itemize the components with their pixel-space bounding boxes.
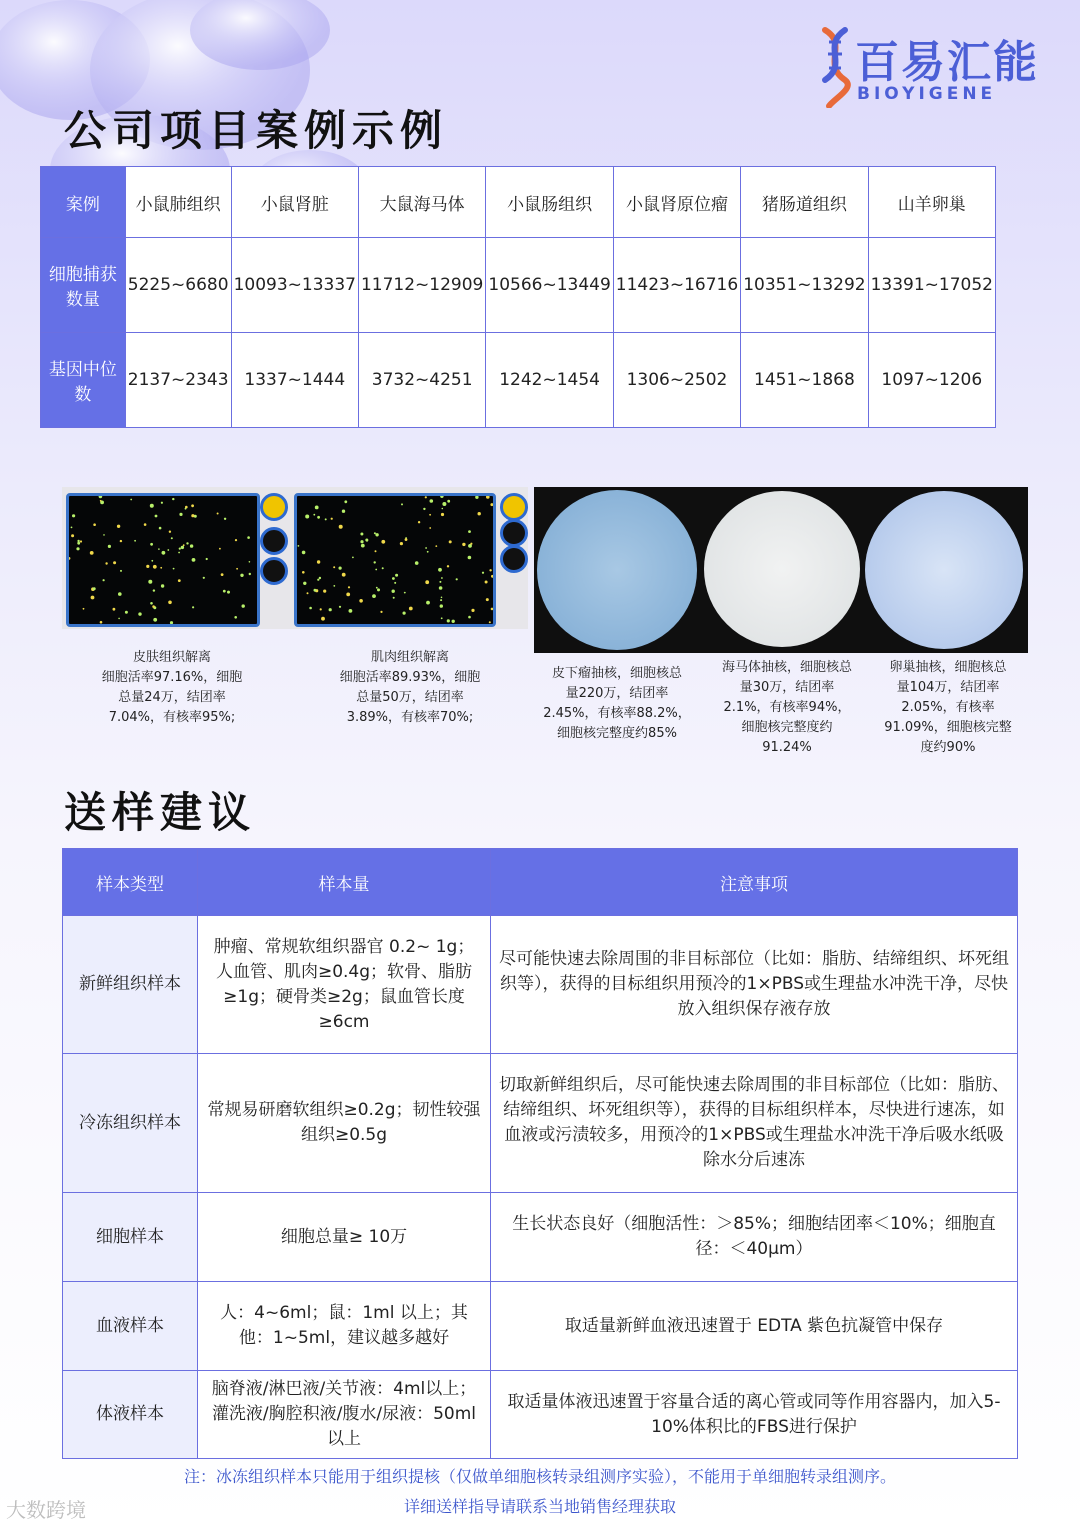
sample-notes: 尽可能快速去除周围的非目标部位（比如：脂肪、结缔组织、坏死组织等），获得的目标组织用预冷的1×PBS或生理盐水冲洗干净，尽快放入组织保存液存放 xyxy=(491,916,1018,1054)
counter-screen xyxy=(294,493,496,627)
table-row xyxy=(63,916,1018,1054)
table-cell: 13391~17052 xyxy=(868,238,995,333)
fluorescent-cell-dot xyxy=(221,573,224,576)
fluorescent-cell-dot xyxy=(117,525,120,528)
fluorescent-cell-dot xyxy=(162,551,166,555)
header-sample-type: 样本类型 xyxy=(63,849,198,916)
table-cell: 5225~6680 xyxy=(125,238,231,333)
fluorescent-cell-dot xyxy=(375,569,377,571)
fluorescent-cell-dot xyxy=(441,577,443,579)
fluorescent-cell-dot xyxy=(307,592,309,594)
fluorescent-cell-dot xyxy=(360,533,363,536)
fluorescent-cell-dot xyxy=(380,611,382,613)
fluorescent-cell-dot xyxy=(100,621,103,624)
fluorescent-cell-dot xyxy=(76,547,79,550)
sample-notes: 切取新鲜组织后，尽可能快速去除周围的非目标部位（比如：脂肪、结缔组织、坏死组织等），获得的目标组织样本，尽快进行速冻，如血液或污渍较多，用预冷的1×PBS或生理盐水冲洗干净后吸水纸吸除水分后速冻 xyxy=(491,1054,1018,1193)
case-table-row xyxy=(41,238,996,333)
footnote: 注：冰冻组织样本只能用于组织提核（仅做单细胞核转录组测序实验），不能用于单细胞转录组测序。 xyxy=(183,1467,896,1486)
caption-line: 总量50万，结团率 xyxy=(356,690,464,705)
fluorescent-cell-dot xyxy=(401,503,403,505)
fluorescent-cell-dot xyxy=(192,558,196,562)
fluorescent-cell-dot xyxy=(331,518,333,520)
section-title-cases: 公司项目案例示例 xyxy=(64,106,449,155)
fluorescent-cell-dot xyxy=(392,590,395,593)
fluorescent-cell-dot xyxy=(153,589,155,591)
fluorescent-cell-dot xyxy=(223,590,226,593)
fluorescent-cell-dot xyxy=(309,607,312,610)
fluorescent-cell-dot xyxy=(456,578,458,580)
fluorescent-cell-dot xyxy=(346,593,350,597)
table-cell: 1451~1868 xyxy=(741,333,868,428)
fluorescent-cell-dot xyxy=(151,560,153,562)
fluorescent-cell-dot xyxy=(430,499,434,503)
fluorescent-cell-dot xyxy=(395,574,398,577)
fluorescent-cell-dot xyxy=(400,542,403,545)
table-row xyxy=(63,1193,1018,1282)
fluorescent-cell-dot xyxy=(118,592,122,596)
fluorescent-cell-dot xyxy=(441,597,443,599)
fluorescent-cell-dot xyxy=(375,550,377,552)
fluorescent-cell-dot xyxy=(489,621,491,623)
dna-helix-icon xyxy=(815,24,855,108)
fluorescent-cell-dot xyxy=(153,565,157,569)
fluorescent-cell-dot xyxy=(313,514,315,516)
microscope-image-hippocampus xyxy=(702,487,862,653)
fluorescent-cell-dot xyxy=(77,542,80,545)
caption-line: 3.89%，有核率70%; xyxy=(346,710,474,725)
fluorescent-cell-dot xyxy=(217,513,219,515)
fluorescent-cell-dot xyxy=(152,605,155,608)
table-row xyxy=(63,1371,1018,1459)
fluorescent-cell-dot xyxy=(447,500,450,503)
brand-name-en: BIOYIGENE xyxy=(857,84,997,104)
fluorescent-cell-dot xyxy=(227,591,230,594)
fluorescent-cell-dot xyxy=(440,604,443,607)
fluorescent-cell-dot xyxy=(427,551,429,553)
fluorescent-cell-dot xyxy=(344,500,347,503)
contact-note: 详细送样指导请联系当地销售经理获取 xyxy=(403,1497,676,1516)
fluorescent-cell-dot xyxy=(381,540,385,544)
cell-counter-image-skin xyxy=(62,487,290,629)
fluorescent-cell-dot xyxy=(325,518,327,520)
fluorescent-cell-dot xyxy=(191,504,194,507)
fluorescent-cell-dot xyxy=(425,547,427,549)
fluorescent-cell-dot xyxy=(418,521,420,523)
fluorescent-cell-dot xyxy=(302,551,306,555)
fluorescent-cell-dot xyxy=(108,545,111,548)
microscope-field xyxy=(704,491,860,647)
fluorescent-cell-dot xyxy=(317,560,320,563)
fluorescent-cell-dot xyxy=(442,508,444,510)
fluorescent-cell-dot xyxy=(329,608,332,611)
caption-line: 肌肉组织解离 xyxy=(370,650,449,665)
fluorescent-cell-dot xyxy=(349,609,353,613)
table-cell: 2137~2343 xyxy=(125,333,231,428)
fluorescent-cell-dot xyxy=(103,579,105,581)
fluorescent-cell-dot xyxy=(372,594,376,598)
fluorescent-cell-dot xyxy=(468,616,471,619)
sample-type: 细胞样本 xyxy=(63,1193,198,1282)
fluorescent-cell-dot xyxy=(333,585,335,587)
fluorescent-cell-dot xyxy=(171,537,173,539)
fluorescent-cell-dot xyxy=(392,577,395,580)
fluorescent-cell-dot xyxy=(468,556,472,560)
counter-slot xyxy=(500,519,528,547)
table-cell: 小鼠肺组织 xyxy=(125,167,231,238)
fluorescent-cell-dot xyxy=(490,503,493,506)
caption-line: 海马体抽核，细胞核总 xyxy=(721,660,852,675)
fluorescent-cell-dot xyxy=(168,601,172,605)
fluorescent-cell-dot xyxy=(173,568,175,570)
fluorescent-cell-dot xyxy=(478,512,481,515)
watermark: 大数跨境 xyxy=(6,1498,86,1522)
row-header: 基因中位数 xyxy=(41,333,126,428)
counter-slot xyxy=(500,545,528,573)
fluorescent-cell-dot xyxy=(161,584,164,587)
fluorescent-cell-dot xyxy=(183,544,185,546)
cell-counter-image-muscle xyxy=(290,487,528,629)
fluorescent-cell-dot xyxy=(441,617,443,619)
table-row xyxy=(63,1282,1018,1371)
fluorescent-cell-dot xyxy=(393,597,395,599)
fluorescent-cell-dot xyxy=(394,582,396,584)
fluorescent-cell-dot xyxy=(315,506,319,510)
fluorescent-cell-dot xyxy=(90,551,94,555)
fluorescent-cell-dot xyxy=(405,538,408,541)
fluorescent-cell-dot xyxy=(348,586,350,588)
table-cell: 11712~12909 xyxy=(358,238,485,333)
case-table-row xyxy=(41,167,996,238)
fluorescent-cell-dot xyxy=(374,561,376,563)
caption-line: 细胞活率97.16%，细胞 xyxy=(101,670,243,685)
fluorescent-cell-dot xyxy=(249,573,251,575)
sample-type: 体液样本 xyxy=(63,1371,198,1459)
caption-line: 量30万，结团率 xyxy=(739,680,835,695)
sample-amount: 肿瘤、常规软组织器官 0.2~ 1g；人血管、肌肉≥0.4g；软骨、脂肪≥1g；硬骨类≥2g；鼠血管长度≥6cm xyxy=(198,916,491,1054)
fluorescent-cell-dot xyxy=(441,513,444,516)
fluorescent-cell-dot xyxy=(178,579,181,582)
caption-line: 总量24万，结团率 xyxy=(118,690,226,705)
row-header: 案例 xyxy=(41,167,126,238)
fluorescent-cell-dot xyxy=(169,531,171,533)
fluorescent-cell-dot xyxy=(167,549,169,551)
fluorescent-cell-dot xyxy=(150,602,153,605)
fluorescent-cell-dot xyxy=(435,545,437,547)
fluorescent-cell-dot xyxy=(125,611,128,614)
image-caption-muscle xyxy=(310,648,510,728)
fluorescent-cell-dot xyxy=(471,609,474,612)
counter-slot xyxy=(260,557,288,585)
brand-logo xyxy=(815,24,1055,108)
fluorescent-cell-dot xyxy=(491,608,493,611)
fluorescent-cell-dot xyxy=(482,572,484,574)
fluorescent-cell-dot xyxy=(447,565,449,567)
table-cell: 小鼠肾原位瘤 xyxy=(613,167,740,238)
fluorescent-cell-dot xyxy=(120,570,122,572)
fluorescent-cell-dot xyxy=(192,606,194,608)
fluorescent-cell-dot xyxy=(100,500,102,502)
case-table xyxy=(40,166,996,428)
table-cell: 1306~2502 xyxy=(613,333,740,428)
microscope-field xyxy=(537,490,697,650)
fluorescent-cell-dot xyxy=(449,540,452,543)
fluorescent-cell-dot xyxy=(118,618,120,620)
sample-table xyxy=(62,848,1018,1459)
caption-line: 2.45%，有核率88.2%， xyxy=(543,706,691,721)
fluorescent-cell-dot xyxy=(236,568,238,570)
fluorescent-cell-dot xyxy=(440,496,443,498)
fluorescent-cell-dot xyxy=(342,573,346,577)
fluorescent-cell-dot xyxy=(438,568,442,572)
row-header: 细胞捕获数量 xyxy=(41,238,126,333)
fluorescent-cell-dot xyxy=(235,539,237,541)
fluorescent-cell-dot xyxy=(374,532,376,534)
fluorescent-cell-dot xyxy=(486,496,490,499)
fluorescent-cell-dot xyxy=(155,515,158,518)
fluorescent-cell-dot xyxy=(185,508,187,510)
fluorescent-cell-dot xyxy=(224,518,226,520)
sample-notes: 取适量体液迅速置于容量合适的离心管或同等作用容器内，加入5-10%体积比的FBS进行保护 xyxy=(491,1371,1018,1459)
fluorescent-cell-dot xyxy=(120,540,122,542)
fluorescent-cell-dot xyxy=(71,534,74,537)
fluorescent-cell-dot xyxy=(426,601,430,605)
fluorescent-cell-dot xyxy=(303,582,306,585)
fluorescent-cell-dot xyxy=(359,599,363,603)
fluorescent-cell-dot xyxy=(333,566,335,568)
fluorescent-cell-dot xyxy=(425,496,427,498)
fluorescent-cell-dot xyxy=(439,581,441,583)
brand-name-cn: 百易汇能 xyxy=(855,37,1039,88)
fluorescent-cell-dot xyxy=(375,533,378,536)
fluorescent-cell-dot xyxy=(321,617,325,621)
fluorescent-cell-dot xyxy=(429,527,431,529)
fluorescent-cell-dot xyxy=(320,608,322,610)
table-cell: 小鼠肠组织 xyxy=(486,167,613,238)
sample-amount: 细胞总量≥ 10万 xyxy=(198,1193,491,1282)
fluorescent-cell-dot xyxy=(317,579,319,581)
table-cell: 小鼠肾脏 xyxy=(231,167,358,238)
fluorescent-cell-dot xyxy=(305,515,309,519)
fluorescent-cell-dot xyxy=(452,620,455,623)
caption-line: 细胞活率89.93%，细胞 xyxy=(339,670,481,685)
fluorescent-cell-dot xyxy=(113,608,116,611)
sample-amount: 脑脊液/淋巴液/关节液：4ml以上；灌洗液/胸腔积液/腹水/尿液：50ml以上 xyxy=(198,1371,491,1459)
fluorescent-cell-dot xyxy=(77,540,79,542)
fluorescent-cell-dot xyxy=(113,561,116,564)
fluorescent-cell-dot xyxy=(409,607,413,611)
microscope-field xyxy=(865,491,1023,649)
header-notes: 注意事项 xyxy=(491,849,1018,916)
microscope-image-tumor xyxy=(534,487,702,653)
table-cell: 10351~13292 xyxy=(741,238,868,333)
fluorescent-cell-dot xyxy=(158,548,160,550)
image-caption-tumor xyxy=(528,664,706,744)
fluorescent-cell-dot xyxy=(103,534,105,536)
fluorescent-cell-dot xyxy=(377,588,380,591)
image-caption-ovary xyxy=(868,658,1028,758)
fluorescent-cell-dot xyxy=(186,542,188,544)
image-caption-skin xyxy=(72,648,272,728)
fluorescent-cell-dot xyxy=(485,581,488,584)
fluorescent-cell-dot xyxy=(159,527,162,530)
fluorescent-cell-dot xyxy=(91,596,95,600)
fluorescent-cell-dot xyxy=(415,561,419,565)
counter-screen xyxy=(66,493,260,627)
caption-line: 91.09%，细胞核完整 xyxy=(884,720,1012,735)
fluorescent-cell-dot xyxy=(302,571,305,574)
fluorescent-cell-dot xyxy=(83,608,85,610)
image-caption-hippocampus xyxy=(704,658,870,758)
fluorescent-cell-dot xyxy=(69,557,70,560)
caption-line: 量220万，结团率 xyxy=(565,686,669,701)
caption-line: 细胞核完整度约 xyxy=(741,720,833,735)
fluorescent-cell-dot xyxy=(105,562,107,564)
sample-amount: 人：4~6ml；鼠：1ml 以上；其他：1~5ml，建议越多越好 xyxy=(198,1282,491,1371)
caption-line: 皮下瘤抽核，细胞核总 xyxy=(551,666,682,681)
sample-type: 新鲜组织样本 xyxy=(63,916,198,1054)
fluorescent-cell-dot xyxy=(172,498,174,500)
case-table-row xyxy=(41,333,996,428)
fluorescent-cell-dot xyxy=(319,577,321,579)
fluorescent-cell-dot xyxy=(170,621,173,624)
table-cell: 1242~1454 xyxy=(486,333,613,428)
fluorescent-cell-dot xyxy=(160,567,162,569)
fluorescent-cell-dot xyxy=(339,525,343,529)
table-cell: 1337~1444 xyxy=(231,333,358,428)
caption-line: 7.04%，有核率95%; xyxy=(108,710,236,725)
caption-line: 度约90% xyxy=(920,740,976,755)
fluorescent-cell-dot xyxy=(190,544,193,547)
fluorescent-cell-dot xyxy=(491,575,493,578)
fluorescent-cell-dot xyxy=(486,598,489,601)
fluorescent-cell-dot xyxy=(339,606,341,608)
fluorescent-cell-dot xyxy=(382,567,384,569)
table-row xyxy=(63,1054,1018,1193)
fluorescent-cell-dot xyxy=(423,508,425,510)
fluorescent-cell-dot xyxy=(179,513,182,516)
fluorescent-cell-dot xyxy=(470,543,472,545)
fluorescent-cell-dot xyxy=(442,502,446,506)
sample-type: 血液样本 xyxy=(63,1282,198,1371)
sample-notes: 取适量新鲜血液迅速置于 EDTA 紫色抗凝管中保存 xyxy=(491,1282,1018,1371)
fluorescent-cell-dot xyxy=(153,618,157,622)
sample-table-header xyxy=(63,849,1018,916)
table-cell: 大鼠海马体 xyxy=(358,167,485,238)
caption-line: 细胞核完整度约85% xyxy=(557,726,677,741)
fluorescent-cell-dot xyxy=(72,514,75,517)
sample-notes: 生长状态良好（细胞活性：＞85%；细胞结团率＜10%；细胞直径：＜40μm） xyxy=(491,1193,1018,1282)
fluorescent-cell-dot xyxy=(240,574,243,577)
fluorescent-cell-dot xyxy=(360,540,363,543)
fluorescent-cell-dot xyxy=(93,587,96,590)
fluorescent-cell-dot xyxy=(138,612,141,615)
counter-slot xyxy=(260,493,288,521)
fluorescent-cell-dot xyxy=(323,590,326,593)
fluorescent-cell-dot xyxy=(361,544,365,548)
fluorescent-cell-dot xyxy=(376,587,378,589)
counter-slot xyxy=(500,493,528,521)
fluorescent-cell-dot xyxy=(249,561,251,563)
caption-line: 卵巢抽核，细胞核总 xyxy=(889,660,1007,675)
fluorescent-cell-dot xyxy=(365,539,368,542)
table-cell: 10093~13337 xyxy=(231,238,358,333)
fluorescent-cell-dot xyxy=(99,496,103,498)
sample-type: 冷冻组织样本 xyxy=(63,1054,198,1193)
fluorescent-cell-dot xyxy=(234,616,237,619)
fluorescent-cell-dot xyxy=(150,543,153,546)
counter-slot xyxy=(260,527,288,555)
table-cell: 10566~13449 xyxy=(486,238,613,333)
fluorescent-cell-dot xyxy=(317,516,320,519)
fluorescent-cell-dot xyxy=(404,592,406,594)
table-cell: 山羊卵巢 xyxy=(868,167,995,238)
fluorescent-cell-dot xyxy=(203,577,205,579)
fluorescent-cell-dot xyxy=(134,540,136,542)
caption-line: 量104万，结团率 xyxy=(896,680,1000,695)
fluorescent-cell-dot xyxy=(439,586,443,590)
microscope-image-ovary xyxy=(862,487,1028,653)
fluorescent-cell-dot xyxy=(179,548,181,550)
fluorescent-cell-dot xyxy=(247,536,250,539)
fluorescent-cell-dot xyxy=(429,514,431,516)
fluorescent-cell-dot xyxy=(462,543,465,546)
sample-amount: 常规易研磨软组织≥0.2g；韧性较强组织≥0.5g xyxy=(198,1054,491,1193)
fluorescent-cell-dot xyxy=(178,552,180,554)
fluorescent-cell-dot xyxy=(403,612,406,615)
caption-line: 91.24% xyxy=(762,740,812,755)
caption-line: 2.05%，有核率 xyxy=(901,700,995,715)
section-title-sample-advice: 送样建议 xyxy=(64,788,257,837)
fluorescent-cell-dot xyxy=(71,527,73,529)
table-cell: 3732~4251 xyxy=(358,333,485,428)
fluorescent-cell-dot xyxy=(425,580,429,584)
fluorescent-cell-dot xyxy=(489,569,491,571)
fluorescent-cell-dot xyxy=(146,565,149,568)
fluorescent-cell-dot xyxy=(342,510,345,513)
fluorescent-cell-dot xyxy=(206,558,208,560)
fluorescent-cell-dot xyxy=(191,514,194,517)
fluorescent-cell-dot xyxy=(144,523,147,526)
fluorescent-cell-dot xyxy=(148,580,152,584)
fluorescent-cell-dot xyxy=(150,504,154,508)
fluorescent-cell-dot xyxy=(440,599,442,601)
table-cell: 1097~1206 xyxy=(868,333,995,428)
fluorescent-cell-dot xyxy=(447,619,450,622)
fluorescent-cell-dot xyxy=(93,523,96,526)
fluorescent-cell-dot xyxy=(475,496,478,499)
fluorescent-cell-dot xyxy=(219,548,221,550)
fluorescent-cell-dot xyxy=(468,530,471,533)
header-sample-amount: 样本量 xyxy=(198,849,491,916)
fluorescent-cell-dot xyxy=(161,502,163,504)
table-cell: 11423~16716 xyxy=(613,238,740,333)
caption-line: 2.1%，有核率94%， xyxy=(723,700,851,715)
fluorescent-cell-dot xyxy=(298,545,300,547)
fluorescent-cell-dot xyxy=(242,604,245,607)
fluorescent-cell-dot xyxy=(352,557,354,559)
fluorescent-cell-dot xyxy=(80,540,82,542)
fluorescent-cell-dot xyxy=(130,499,132,501)
table-cell: 猪肠道组织 xyxy=(741,167,868,238)
fluorescent-cell-dot xyxy=(339,567,342,570)
fluorescent-cell-dot xyxy=(181,546,184,549)
caption-line: 皮肤组织解离 xyxy=(132,650,211,665)
fluorescent-cell-dot xyxy=(314,589,317,592)
